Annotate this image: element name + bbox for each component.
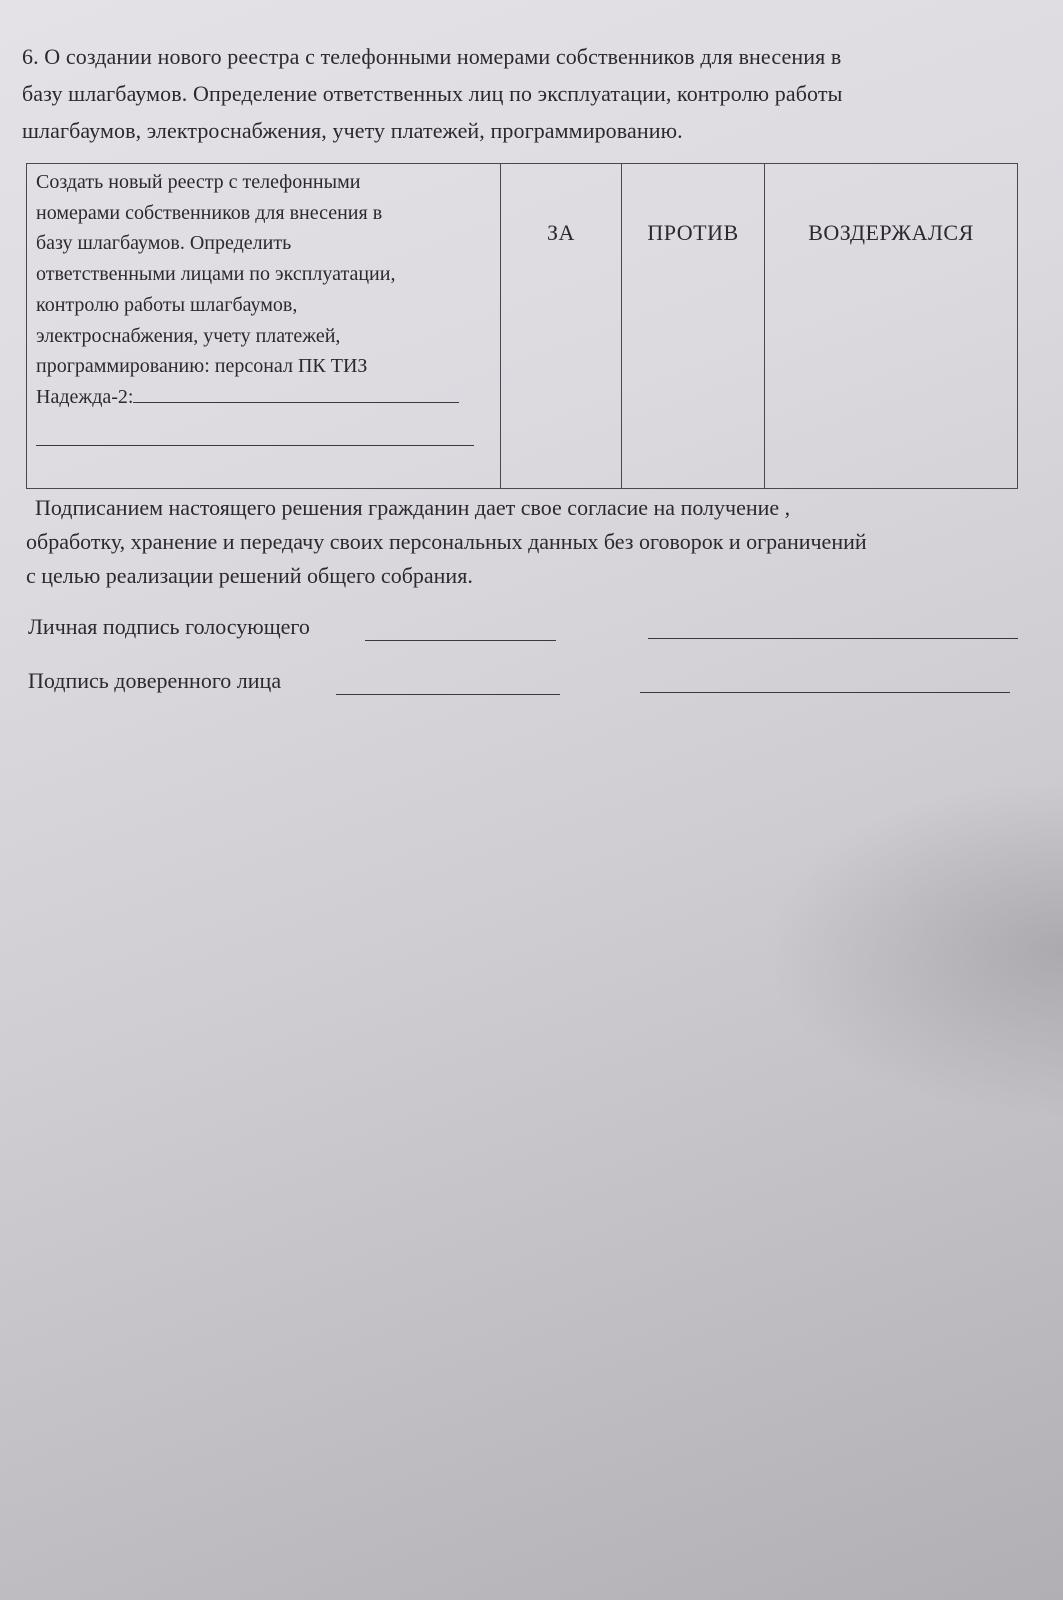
voter-signature-row [28,614,310,640]
voter-name-line[interactable] [648,638,1018,639]
proposal-cell [27,164,501,489]
vote-against-label: ПРОТИВ [647,220,739,245]
consent-line: Подписанием настоящего решения гражданин дает свое согласие на получение , [35,495,791,520]
proposal-last-line [36,382,492,413]
proposal-line: Создать новый реестр с телефонными [36,171,361,193]
proposal-line: электроснабжения, учету платежей, [36,324,341,347]
vote-abstain-label: ВОЗДЕРЖАЛСЯ [808,220,974,245]
fill-in-blank-line[interactable] [36,417,474,446]
proxy-signature-label: Подпись доверенного лица [28,668,282,693]
heading-line: 6. О создании нового реестра с телефонными номерами собственников для внесения в [22,44,842,69]
vote-for-cell[interactable] [501,164,622,489]
proposal-line-prefix: Надежда-2: [36,385,134,408]
consent-line: обработку, хранение и передачу своих персональных данных без оговорок и ограничений [26,529,867,554]
proposal-line: базу шлагбаумов. Определить [36,232,292,255]
consent-line: с целью реализации решений общего собрания. [26,563,473,588]
vote-table [26,163,1018,489]
vote-against-cell[interactable] [622,164,765,489]
proxy-signature-row [28,668,281,694]
proposal-line: ответственными лицами по эксплуатации, [36,263,396,286]
vote-abstain-cell[interactable] [765,164,1018,489]
fill-in-blank[interactable] [133,384,459,403]
proposal-line: программированию: персонал ПК ТИЗ [36,355,368,378]
voter-signature-label: Личная подпись голосующего [28,614,310,639]
proposal-line: номерами собственников для внесения в [36,201,383,224]
heading-line: базу шлагбаумов. Определение ответственных лиц по эксплуатации, контролю работы [22,81,843,106]
proxy-signature-line[interactable] [336,694,560,695]
paper-shadow [763,780,1063,1120]
heading-line: шлагбаумов, электроснабжения, учету платежей, программированию. [22,118,683,143]
question-heading [22,38,1032,149]
proposal-line: контролю работы шлагбаумов, [36,293,298,316]
vote-for-label: ЗА [547,220,575,245]
voter-signature-line[interactable] [365,640,556,641]
proxy-name-line[interactable] [640,692,1010,693]
consent-text [26,491,1036,593]
